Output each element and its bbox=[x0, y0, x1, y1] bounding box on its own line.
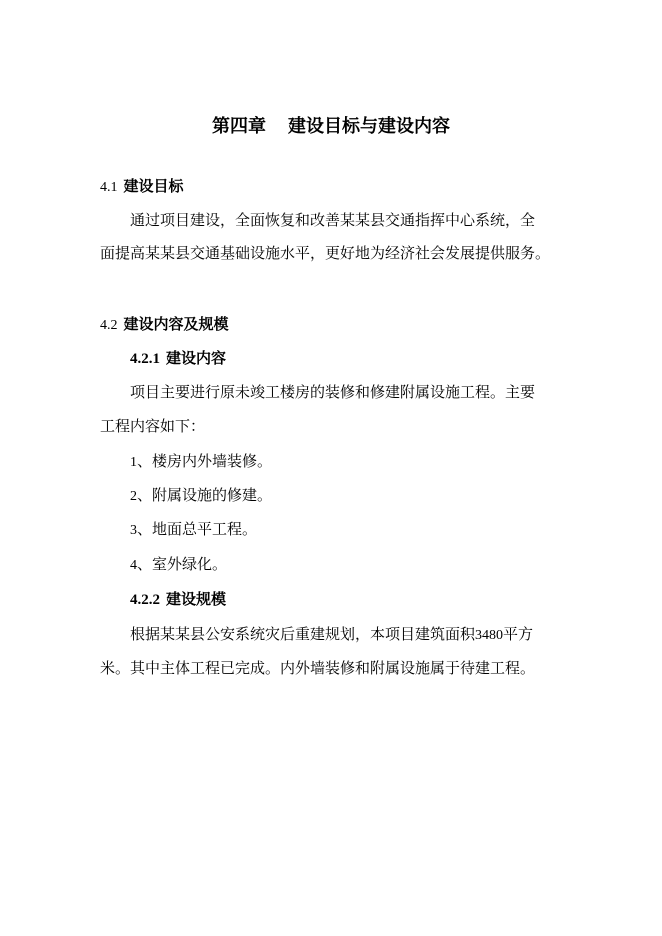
section-4-2-heading bbox=[100, 314, 229, 336]
chapter-title bbox=[0, 115, 662, 139]
list-item-text: 、楼房内外墙装修。 bbox=[137, 452, 273, 470]
list-item-number: 1 bbox=[130, 455, 137, 470]
list-item bbox=[130, 554, 227, 576]
subsection-4-2-2-heading bbox=[130, 589, 226, 610]
subsection-title: 建设规模 bbox=[166, 590, 227, 608]
section-title: 建设目标 bbox=[123, 177, 184, 195]
subsection-number: 4.2.1 bbox=[130, 351, 160, 367]
list-item-number: 3 bbox=[130, 523, 137, 538]
subsection-title: 建设内容 bbox=[166, 349, 227, 367]
section-number: 4.1 bbox=[100, 180, 118, 195]
section-number: 4.2 bbox=[100, 318, 118, 333]
list-item-number: 4 bbox=[130, 558, 137, 573]
paragraph-text: 根据某某县公安系统灾后重建规划，本项目建筑面积 bbox=[130, 625, 476, 643]
chapter-heading: 建设目标与建设内容 bbox=[288, 116, 450, 137]
section-4-1-paragraph-line-2: 面提高某某县交通基础设施水平，更好地为经济社会发展提供服务。 bbox=[100, 244, 551, 262]
list-item bbox=[130, 485, 272, 507]
subsection-4-2-1-heading bbox=[130, 348, 226, 369]
list-item-number: 2 bbox=[130, 489, 137, 504]
list-item-text: 、室外绿化。 bbox=[137, 555, 228, 573]
list-item bbox=[130, 519, 257, 541]
area-value: 3480 bbox=[475, 628, 504, 643]
list-item-text: 、附属设施的修建。 bbox=[137, 486, 273, 504]
section-title: 建设内容及规模 bbox=[123, 315, 229, 333]
subsection-4-2-2-paragraph-line-1 bbox=[130, 624, 533, 646]
list-item bbox=[130, 451, 272, 473]
section-4-1-paragraph-line-1: 通过项目建设，全面恢复和改善某某县交通指挥中心系统，全 bbox=[130, 211, 536, 229]
paragraph-text: 平方 bbox=[503, 625, 534, 643]
subsection-4-2-1-paragraph-line-2: 工程内容如下： bbox=[100, 417, 206, 435]
chapter-number: 第四章 bbox=[212, 116, 266, 137]
subsection-number: 4.2.2 bbox=[130, 592, 160, 608]
section-4-1-heading bbox=[100, 176, 184, 198]
list-item-text: 、地面总平工程。 bbox=[137, 520, 258, 538]
subsection-4-2-1-paragraph-line-1: 项目主要进行原未竣工楼房的装修和修建附属设施工程。主要 bbox=[130, 383, 536, 401]
subsection-4-2-2-paragraph-line-2: 米。其中主体工程已完成。内外墙装修和附属设施属于待建工程。 bbox=[100, 659, 536, 677]
